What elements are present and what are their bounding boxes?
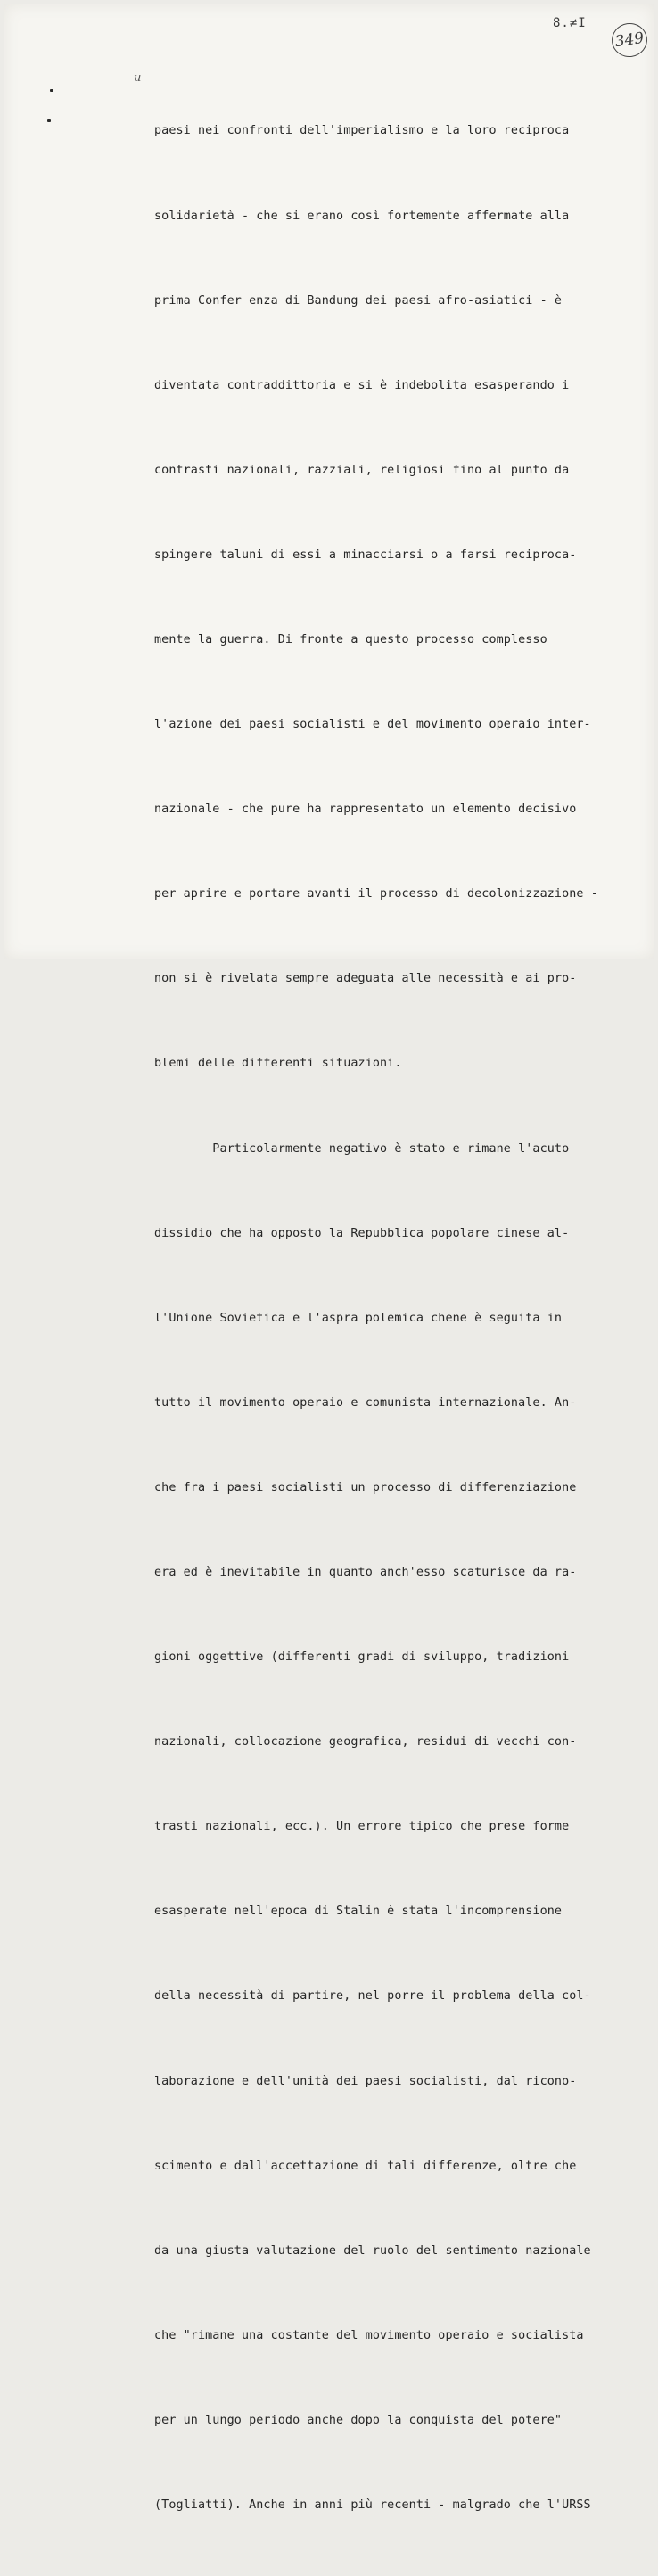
- body-line: l'Unione Sovietica e l'aspra polemica chene è seguita in: [154, 1311, 563, 1325]
- body-line: Particolarmente negativo è stato e rimane l'acuto: [154, 1141, 570, 1156]
- body-line: prima Confer enza di Bandung dei paesi afro-asiatici - è: [154, 293, 563, 308]
- body-line: trasti nazionali, ecc.). Un errore tipico che prese forme: [154, 1820, 570, 1834]
- typewritten-body: [154, 61, 654, 2576]
- body-line: diventata contraddittoria e si è indebolita esasperando i: [154, 378, 570, 392]
- body-line: paesi nei confronti dell'imperialismo e la loro reciproca: [154, 124, 570, 138]
- body-line: solidarietà - che si erano così fortemente affermate alla: [154, 209, 570, 223]
- circled-page-stamp: [610, 21, 650, 59]
- page-number: 8.≠I: [553, 16, 587, 30]
- margin-dot-mark: [47, 119, 51, 122]
- body-line: (Togliatti). Anche in anni più recenti - malgrado che l'URSS: [154, 2498, 591, 2513]
- stamp-number: 349: [613, 29, 646, 52]
- body-line: era ed è inevitabile in quanto anch'esso scaturisce da ra-: [154, 1566, 577, 1579]
- body-line: gioni oggettive (differenti gradi di sviluppo, tradizioni: [154, 1650, 570, 1665]
- body-line: che "rimane una costante del movimento operaio e socialista: [154, 2328, 584, 2342]
- margin-annotation: u: [134, 71, 142, 85]
- body-line: spingere taluni di essi a minacciarsi o a farsi reciproca-: [154, 547, 577, 562]
- body-line: non si è rivelata sempre adeguata alle necessità e ai pro-: [154, 972, 577, 986]
- body-line: blemi delle differenti situazioni.: [154, 1057, 402, 1071]
- body-line: contrasti nazionali, razziali, religiosi fino al punto da: [154, 463, 570, 477]
- body-line: laborazione e dell'unità dei paesi socialisti, dal ricono-: [154, 2074, 577, 2088]
- body-line: mente la guerra. Di fronte a questo processo complesso: [154, 632, 547, 646]
- body-line: nazionali, collocazione geografica, residui di vecchi con-: [154, 1735, 577, 1749]
- body-line: da una giusta valutazione del ruolo del sentimento nazionale: [154, 2243, 591, 2258]
- body-line: per un lungo periodo anche dopo la conquista del potere": [154, 2413, 563, 2427]
- body-line: dissidio che ha opposto la Repubblica popolare cinese al-: [154, 1226, 570, 1240]
- body-line: nazionale - che pure ha rappresentato un elemento decisivo: [154, 802, 577, 817]
- body-line: per aprire e portare avanti il processo di decolonizzazione -: [154, 887, 598, 901]
- body-line: l'azione dei paesi socialisti e del movimento operaio inter-: [154, 718, 591, 732]
- body-line: tutto il movimento operaio e comunista internazionale. An-: [154, 1395, 577, 1410]
- body-line: che fra i paesi socialisti un processo di differenziazione: [154, 1480, 577, 1494]
- margin-dot-mark: [50, 89, 53, 92]
- document-page: [4, 4, 654, 2513]
- body-line: esasperate nell'epoca di Stalin è stata l'incomprensione: [154, 1905, 563, 1919]
- body-line: della necessità di partire, nel porre il problema della col-: [154, 1989, 591, 2004]
- body-line: scimento e dall'accettazione di tali differenze, oltre che: [154, 2159, 577, 2173]
